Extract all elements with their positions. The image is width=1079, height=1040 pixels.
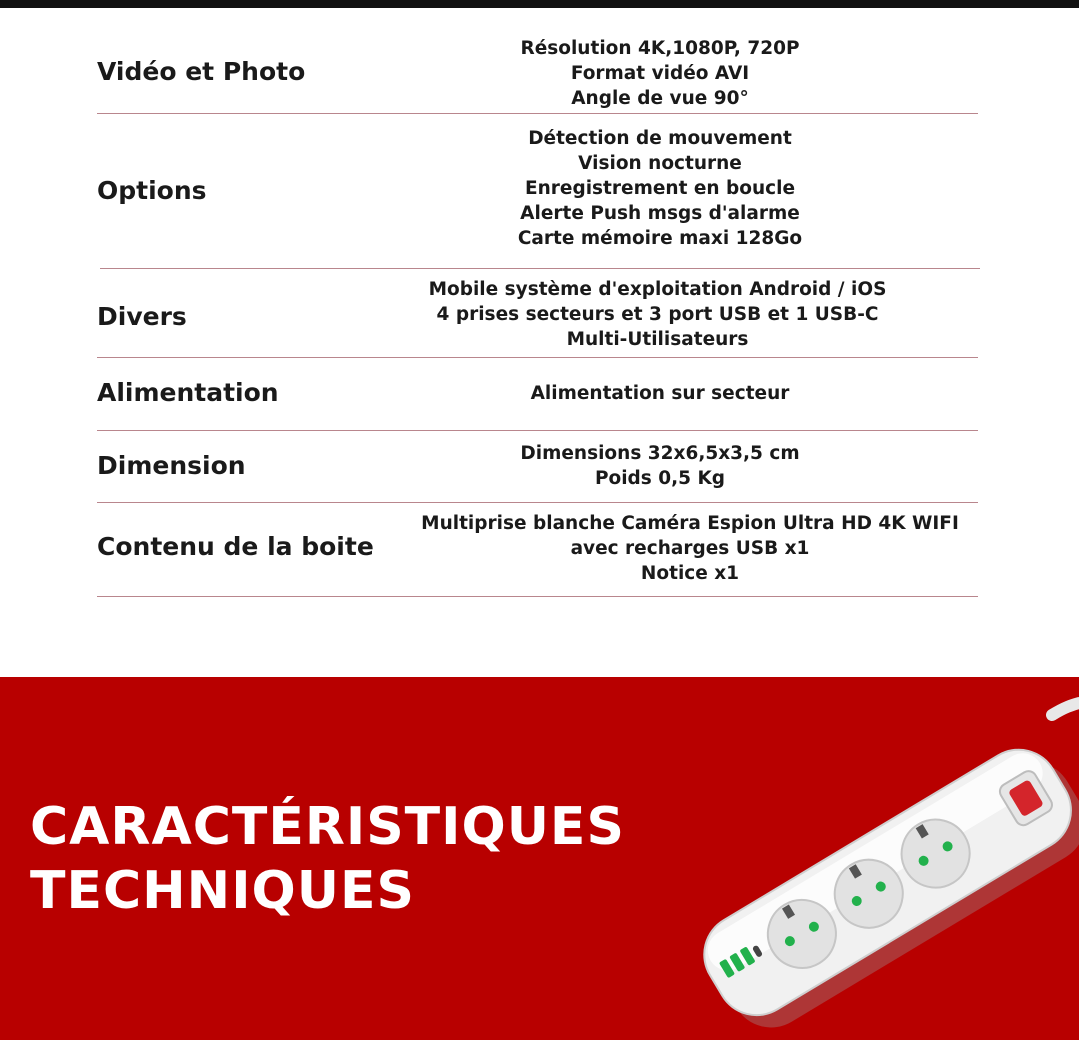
spec-value: Vision nocturne [578, 153, 742, 174]
power-strip-image [660, 677, 1079, 1040]
row-divider [97, 430, 978, 431]
spec-value: Format vidéo AVI [570, 63, 750, 84]
spec-value: avec recharges USB x1 [570, 538, 810, 559]
spec-label: Vidéo et Photo [97, 57, 306, 86]
spec-values [380, 511, 1000, 586]
spec-label: Dimension [97, 451, 246, 480]
spec-value: Notice x1 [640, 563, 740, 584]
spec-label: Divers [97, 302, 187, 331]
banner-title-line: TECHNIQUES [30, 861, 415, 921]
spec-value: Mobile système d'exploitation Android / iOS [428, 279, 887, 300]
spec-values [420, 381, 900, 406]
spec-value: Multiprise blanche Caméra Espion Ultra HD 4K WIFI [421, 513, 959, 534]
banner-title-line: CARACTÉRISTIQUES [30, 797, 625, 857]
spec-label: Alimentation [97, 378, 279, 407]
banner-title [30, 795, 625, 923]
spec-value: Angle de vue 90° [571, 88, 749, 109]
row-divider [97, 596, 978, 597]
spec-label: Contenu de la boite [97, 532, 374, 561]
spec-value: Multi-Utilisateurs [566, 329, 749, 350]
row-divider [97, 357, 978, 358]
row-divider [97, 502, 978, 503]
spec-value: Poids 0,5 Kg [594, 468, 726, 489]
spec-label: Options [97, 176, 207, 205]
spec-values [420, 126, 900, 251]
spec-values [380, 277, 935, 352]
spec-value: Carte mémoire maxi 128Go [517, 228, 803, 249]
spec-value: 4 prises secteurs et 3 port USB et 1 USB-C [436, 304, 879, 325]
spec-values [420, 36, 900, 111]
spec-value: Alerte Push msgs d'alarme [520, 203, 800, 224]
spec-value: Détection de mouvement [528, 128, 792, 149]
spec-value: Résolution 4K,1080P, 720P [520, 38, 800, 59]
spec-value: Alimentation sur secteur [530, 383, 790, 404]
spec-value: Enregistrement en boucle [524, 178, 795, 199]
row-divider [100, 268, 980, 269]
spec-value: Dimensions 32x6,5x3,5 cm [520, 443, 800, 464]
title-banner [0, 677, 1079, 1040]
spec-values [420, 441, 900, 491]
row-divider [97, 113, 978, 114]
